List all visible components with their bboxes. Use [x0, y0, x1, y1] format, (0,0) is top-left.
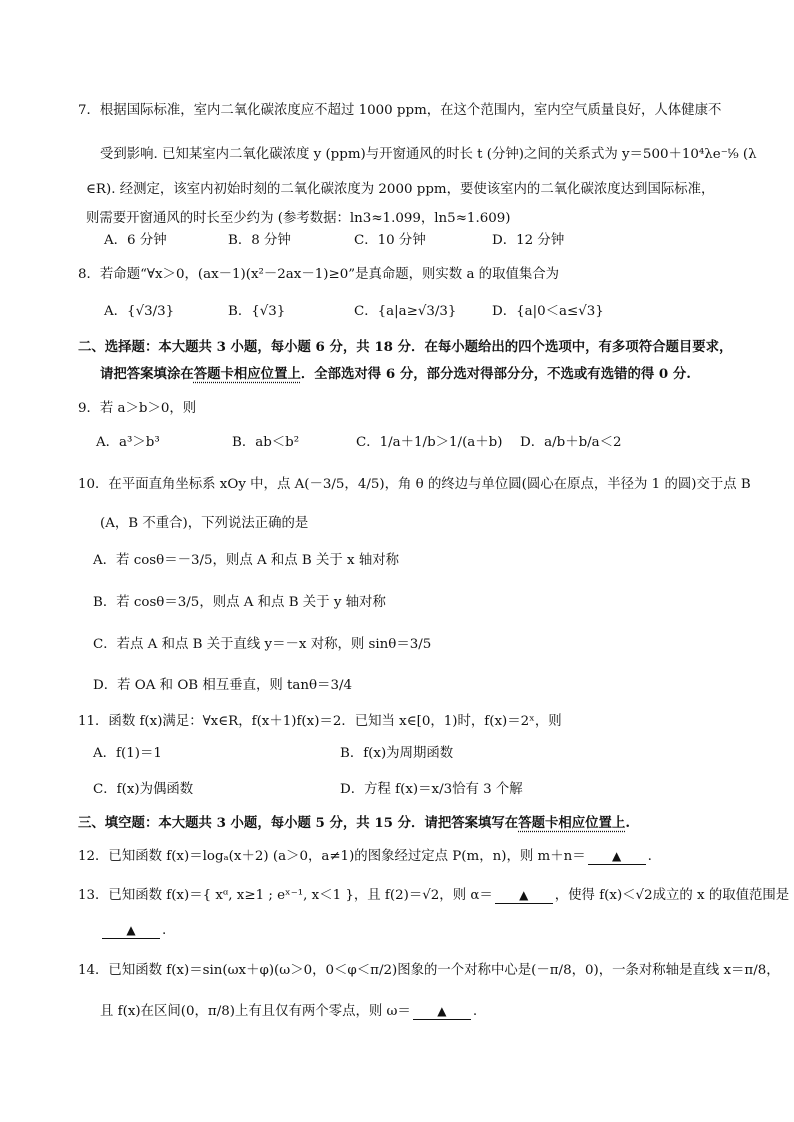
section3-tail: .	[625, 815, 630, 831]
q8-option-d: D．{a|0＜a≤√3}	[492, 304, 604, 319]
triangle-icon: ▲	[519, 888, 529, 902]
q7-line3: ∈R). 经测定，该室内初始时刻的二氧化碳浓度为 2000 ppm，要使该室内的二氧化碳浓度达到国际标准，	[86, 182, 715, 197]
section2-line2-plain: 请把答案填涂在	[100, 366, 194, 382]
q9-option-d: D．a/b＋b/a＜2	[520, 435, 622, 450]
q11-option-c: C．f(x)为偶函数	[93, 782, 194, 797]
q9-option-a: A．a³＞b³	[96, 435, 160, 450]
q14-line2	[100, 1003, 477, 1021]
q7-option-b: B．8 分钟	[228, 233, 291, 248]
q12-line	[78, 848, 652, 866]
q10-line1: 10．在平面直角坐标系 xOy 中，点 A(－3/5，4/5)，角 θ 的终边与单位圆(圆心在原点，半径为 1 的圆)交于点 B	[78, 477, 751, 492]
q9-line1: 9．若 a＞b＞0，则	[78, 401, 197, 416]
q10-option-d: D．若 OA 和 OB 相互垂直，则 tanθ＝3/4	[93, 678, 352, 693]
q12-tail: .	[647, 849, 652, 864]
section3-dotted: 答题卡相应位置上	[518, 815, 626, 831]
q7-option-c: C．10 分钟	[354, 233, 426, 248]
q7-line1: 7．根据国际标准，室内二氧化碳浓度应不超过 1000 ppm，在这个范围内，室内空气质量良好，人体健康不	[78, 103, 722, 118]
q13-line2	[100, 922, 166, 940]
q12-text: 12．已知函数 f(x)＝logₐ(x＋2) (a＞0，a≠1)的图象经过定点 P(m，n)，则 m＋n＝	[78, 849, 586, 864]
q13-text-a: 13．已知函数 f(x)＝{ xᵅ, x≥1 ; eˣ⁻¹, x＜1 }，且 f(2)＝√2，则 α＝	[78, 888, 493, 903]
q11-line1: 11．函数 f(x)满足：∀x∈R，f(x＋1)f(x)＝2．已知当 x∈[0，1)时，f(x)＝2ˣ，则	[78, 714, 562, 729]
section3-heading	[78, 814, 630, 832]
q14-line1: 14．已知函数 f(x)＝sin(ωx＋φ)(ω＞0，0＜φ＜π/2)图象的一个对称中心是(－π/8，0)，一条对称轴是直线 x＝π/8，	[78, 963, 780, 978]
triangle-icon: ▲	[126, 923, 136, 937]
q9-option-c: C．1/a＋1/b＞1/(a＋b)	[356, 435, 503, 450]
q10-line2: (A，B 不重合)，下列说法正确的是	[100, 516, 309, 531]
q7-option-a: A．6 分钟	[104, 233, 167, 248]
q8-option-b: B．{√3}	[228, 304, 286, 319]
triangle-icon: ▲	[611, 849, 622, 863]
q13-text-b: ，使得 f(x)＜√2成立的 x 的取值范围是	[554, 888, 790, 903]
section3-plain: 三、填空题：本大题共 3 小题，每小题 5 分，共 15 分．请把答案填写在	[78, 815, 519, 831]
q11-option-d: D．方程 f(x)＝x/3恰有 3 个解	[340, 782, 523, 797]
q8-option-c: C．{a|a≥√3/3}	[354, 304, 457, 319]
q7-line2: 受到影响. 已知某室内二氧化碳浓度 y (ppm)与开窗通风的时长 t (分钟)之间的关系式为 y＝500＋10⁴λe⁻ᵗ⁄₉ (λ	[100, 147, 757, 162]
section2-line2-tail: ．全部选对得 6 分，部分选对得部分分，不选或有选错的得 0 分.	[300, 366, 691, 382]
q8-line1: 8．若命题“∀x＞0，(ax－1)(x²－2ax－1)≥0”是真命题，则实数 a 的取值集合为	[78, 267, 560, 282]
q13-line1	[78, 887, 789, 905]
q7-line4: 则需要开窗通风的时长至少约为 (参考数据：ln3≈1.099，ln5≈1.609)	[86, 211, 511, 226]
q13-tail: .	[162, 923, 167, 938]
q10-option-c: C．若点 A 和点 B 关于直线 y＝－x 对称，则 sinθ＝3/5	[93, 637, 432, 652]
q12-answer-blank[interactable]	[588, 849, 646, 865]
q14-text: 且 f(x)在区间(0，π/8)上有且仅有两个零点，则 ω＝	[100, 1004, 411, 1019]
q10-option-a: A．若 cosθ＝－3/5，则点 A 和点 B 关于 x 轴对称	[93, 553, 400, 568]
q11-option-a: A．f(1)＝1	[93, 746, 162, 761]
q13-answer-blank-range[interactable]	[102, 923, 160, 939]
q14-answer-blank[interactable]	[413, 1004, 471, 1020]
q7-option-d: D．12 分钟	[492, 233, 565, 248]
q9-option-b: B．ab＜b²	[232, 435, 300, 450]
q13-answer-blank-alpha[interactable]	[495, 888, 553, 904]
triangle-icon: ▲	[437, 1004, 447, 1018]
section2-line1: 二、选择题：本大题共 3 小题，每小题 6 分，共 18 分．在每小题给出的四个选项中，有多项符合题目要求，	[78, 339, 733, 355]
q11-option-b: B．f(x)为周期函数	[340, 746, 454, 761]
q10-option-b: B．若 cosθ＝3/5，则点 A 和点 B 关于 y 轴对称	[93, 595, 386, 610]
q8-option-a: A．{√3/3}	[104, 304, 175, 319]
section2-line2-dotted: 答题卡相应位置上	[193, 366, 301, 382]
q14-tail: .	[472, 1004, 478, 1019]
section2-line2	[100, 365, 691, 383]
